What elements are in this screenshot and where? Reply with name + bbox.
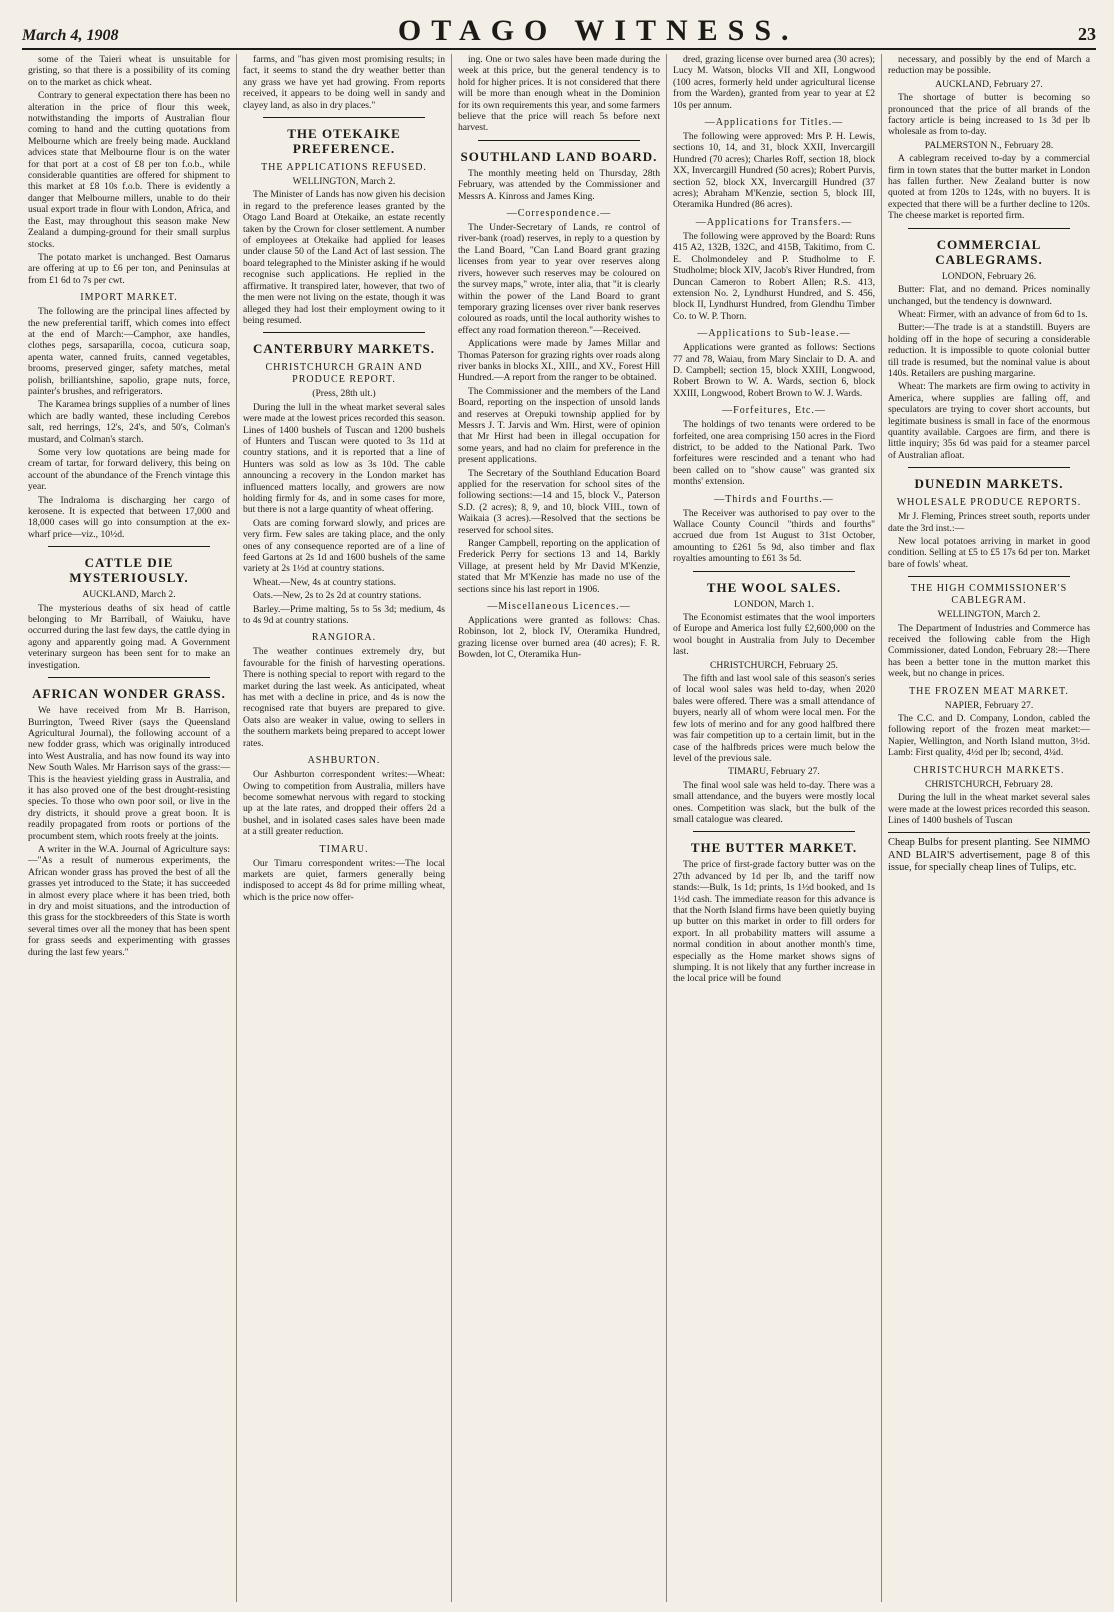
article-paragraph: The fifth and last wool sale of this season's series of local wool sales was held to-day, when 2020 bales were offered. There was a small attendance of buyers, nearly all of whom were local men. For the few lots of merino and for any good halfbred there was fair competition up to a certain limit, but in the case of the halfbreds prices were much below the level of the previous sale.	[673, 673, 875, 764]
article-paragraph: The holdings of two tenants were ordered to be forfeited, one area comprising 150 acres in the Fiord district, to be added to the National Park. Two forfeitures were rescinded and a tenant who had been called on to "show cause" was granted six months' extension.	[673, 419, 875, 488]
article-paragraph: The following were approved: Mrs P. H. Lewis, sections 10, 14, and 31, block XXII, Invercargill Hundred (70 acres); Charles Roff, section 18, block XX, Invercargill Hundred (50 acres); Robert Purvis, section 52, block XX, Invercargill Hundred (37 acres); Abraham M'Kenzie, section 5, block III, Oteramika Hundred (86 acres).	[673, 131, 875, 211]
article-paragraph: The price of first-grade factory butter was on the 27th advanced by 1d per lb, and the tariff now stands:—Bulk, 1s 1d; prints, 1s 1½d booked, and 1s 1½d cash. The immediate reason for this advance is that the North Island firms have been quietly buying up butter on this market in order to fill orders for export. In all probability matters will assume a normal condition in about another month's time, especially as the Home market shows signs of slumping. It is not likely that any further increase in the local price will be found	[673, 859, 875, 985]
article-paragraph: The Karamea brings supplies of a number of lines which are badly wanted, these including Cerebos salt, red herrings, 12's, 24's, and 50's, Colman's mustard, and Colman's starch.	[28, 399, 230, 445]
article-paragraph: Applications were granted as follows: Sections 77 and 78, Waiau, from Mary Sinclair to D. A. and D. Campbell; section 15, block XXIII, Longwood, Robert Brown to W. A. Wards, section 6, block XXIII, Longwood, Robert Brown to W. J. Wards.	[673, 342, 875, 399]
dateline: AUCKLAND, March 2.	[82, 589, 176, 601]
article-paragraph: Butter:—The trade is at a standstill. Buyers are holding off in the hope of securing a considerable reduction. It is impossible to quote colonial butter till trade is resumed, but the nominal value is about 140s. Retailers are pushing margarine.	[888, 322, 1090, 379]
subheading: —Applications for Transfers.—	[695, 216, 853, 228]
article-paragraph: Some very low quotations are being made for cream of tartar, for forward delivery, this being on account of the abundance of the French vintage this year.	[28, 447, 230, 493]
headline: DUNEDIN MARKETS.	[914, 476, 1064, 492]
subheading: —Thirds and Fourths.—	[714, 493, 834, 505]
article-paragraph: During the lull in the wheat market several sales were made at the lowest prices recorded this season. Lines of 1400 bushels of Tuscan and 1200 bushels of Hunters and Tuscan were quoted to 3s 11d at country stations, and it is reported that a line of Hunters was sold as low as 3s 10d. The cable announcing a recovery in the London market has influenced matters locally, and growers are now holding firmly for 4s, and in some cases for more, but there is not a large quantity of wheat offering.	[243, 401, 445, 516]
headline: THE OTEKAIKE PREFERENCE.	[287, 126, 401, 157]
divider	[263, 332, 425, 333]
column-1	[22, 54, 237, 1602]
dateline: LONDON, February 26.	[941, 270, 1037, 282]
subheading: —Correspondence.—	[506, 208, 612, 220]
subheading: THE FROZEN MEAT MARKET.	[909, 685, 1069, 697]
headline: AFRICAN WONDER GRASS.	[32, 686, 226, 702]
article-paragraph: The following are the principal lines affected by the new preferential tariff, which comes into effect at the end of March:—Camphor, axe handles, clothes pegs, sarsaparilla, cocoa, cuticura soap, apenta water, canned fruits, canned vegetables, brooms, preserved ginger, safety matches, metal polish, brilliantshine, sapolio, grape nuts, force, painter's brushes, and refrigerators.	[28, 306, 230, 397]
subheading: THE HIGH COMMISSIONER'S CABLEGRAM.	[910, 583, 1068, 607]
article-paragraph: The Commissioner and the members of the Land Board, reporting on the inspection of unsold lands and reserves at Orepuki township applied for by Messrs J. T. Jarvis and Wm. Hirst, were of opinion that Mr Hirst had been in illegal occupation for some years, and had no claim for preference in the present applications.	[458, 385, 660, 466]
article-paragraph: ing. One or two sales have been made during the week at this price, but the general tendency is to hold for higher prices. It is not considered that there will be more than enough wheat in the Dominion for its own requirements this year, and some farmers believe that the price will reach 5s before next harvest.	[458, 54, 660, 134]
headline: COMMERCIAL CABLEGRAMS.	[935, 236, 1043, 267]
article-paragraph: The shortage of butter is becoming so pronounced that the price of all brands of the factory article is being increased to 1s 3d per lb wholesale as from to-day.	[888, 92, 1090, 138]
article-paragraph: The monthly meeting held on Thursday, 28th February, was attended by the Commissioner and Messrs A. Kinross and James King.	[458, 167, 660, 202]
article-paragraph: Wheat: The markets are firm owing to activity in America, where supplies are falling off, and speculators are trying to cover short accounts, but legitimate business is small in face of the enormous quantity available. Cargoes are firm, and there is little inquiry; 35s 6d was paid for a steamer parcel of Australian afloat.	[888, 381, 1090, 461]
article-paragraph: Oats.—New, 2s to 2s 2d at country stations.	[253, 590, 422, 602]
subheading: —Forfeitures, Etc.—	[722, 405, 826, 417]
article-paragraph: The Economist estimates that the wool importers of Europe and America lost fully £2,600,000 on the wool bought in Australia from July to December last.	[673, 612, 875, 658]
column-4	[667, 54, 882, 1602]
article-paragraph: Applications were granted as follows: Chas. Robinson, lot 2, block IV, Oteramika Hundred, grazing license over burned area (40 acres); F. R. Bowden, lot C, Oteramika Hun-	[458, 615, 660, 661]
article-paragraph: During the lull in the wheat market several sales were made at the lowest prices recorded this season. Lines of 1400 bushels of Tuscan	[888, 792, 1090, 826]
dateline: TIMARU, February 27.	[728, 766, 820, 778]
subheading: ASHBURTON.	[307, 755, 381, 767]
column-5	[882, 54, 1096, 1602]
divider	[908, 467, 1070, 468]
article-paragraph: Our Ashburton correspondent writes:—Wheat: Owing to competition from Australia, millers have become somewhat nervous with regard to stocking up at the late rates, and dropped their offers 2d a bushel, and in isolated cases sales have been made at a still greater reduction.	[243, 769, 445, 838]
page-number: 23	[1078, 24, 1096, 44]
subheading: —Applications for Titles.—	[704, 117, 844, 129]
article-paragraph: Contrary to general expectation there has been no alteration in the price of flour this week, notwithstanding the imports of Australian flour coming to hand and the cutting quotations from Melbourne which are freely being made. Auckland advices state that Melbourne flour is on the water for that port at a cost of £8 per ton f.o.b., while considerable quantities are offered for shipment to this market at £8 10s f.o.b. There is evidently a danger that Melbourne millers, unable to do their usual export trade in flour with London, Africa, and the East, may throughout this season make New Zealand a dumping-ground for their small surplus stocks.	[28, 90, 230, 250]
masthead	[22, 14, 1096, 50]
issue-date: March 4, 1908	[22, 27, 119, 44]
divider	[48, 677, 210, 678]
subheading: CHRISTCHURCH MARKETS.	[913, 764, 1065, 776]
dateline: NAPIER, February 27.	[944, 699, 1034, 711]
article-paragraph: The final wool sale was held to-day. There was a small attendance, and the buyers were mostly local ones. Competition was slack, but the bulk of the small catalogue was cleared.	[673, 779, 875, 825]
article-paragraph: The mysterious deaths of six head of cattle belonging to Mr Barriball, of Waiuku, have occurred during the last few days, the cattle dying in agony and apparently going mad. A Government veterinary surgeon has been sent for to make an investigation.	[28, 602, 230, 671]
article-paragraph: farms, and "has given most promising results; in fact, it seems to stand the dry weather better than any grass we have yet had growing. From reports received, it appears to be doing well in sandy and clayey land, as also in dry places."	[243, 54, 445, 111]
divider	[48, 546, 210, 547]
subheading: —Miscellaneous Licences.—	[487, 601, 631, 613]
subheading: CHRISTCHURCH GRAIN AND PRODUCE REPORT.	[265, 362, 423, 386]
article-paragraph: A cablegram received to-day by a commercial firm in town states that the butter market in London has fallen further. New Zealand butter is now quoted at from 120s to 124s, with no buyers. It is expected that there will be a further decline to 120s. The cheese market is reported firm.	[888, 153, 1090, 222]
column-2	[237, 54, 452, 1602]
article-paragraph: New local potatoes arriving in market in good condition. Selling at £5 to £5 17s 6d per ton. Market bare of fowls' wheat.	[888, 536, 1090, 570]
article-paragraph: The Receiver was authorised to pay over to the Wallace County Council "thirds and fourths" accrued due from 1st August to 31st October, amounting to £261 5s 9d, also timber and flax royalties amounting to £61 3s 5d.	[673, 507, 875, 565]
article-paragraph: A writer in the W.A. Journal of Agriculture says:—"As a result of numerous experiments, the African wonder grass has proved the best of all the grasses yet introduced to the State; it has succeeded in almost every place where it has been tried, both in dry and moist situations, and the introduction of this grass for the stockbreeders of this State is worth several times over all the money that has been spent for grass seeds and experimenting with grasses during the last few years."	[28, 843, 230, 958]
article-paragraph: Mr J. Fleming, Princes street south, reports under date the 3rd inst.:—	[888, 511, 1090, 534]
headline: CANTERBURY MARKETS.	[252, 341, 436, 357]
divider	[263, 117, 425, 118]
article-paragraph: Wheat: Firmer, with an advance of from 6d to 1s.	[898, 308, 1088, 320]
article-paragraph: The Secretary of the Southland Education Board applied for the reservation for school sites of the following sections:—14 and 15, block V., Paterson S.D. (2 acres); 8, 9, and 10, block VIII., town of Waikaia (3 acres).—Resolved that the sections be reserved for school sites.	[458, 467, 660, 536]
article-paragraph: Butter: Flat, and no demand. Prices nominally unchanged, but the tendency is downward.	[888, 284, 1090, 307]
column-3	[452, 54, 667, 1602]
article-paragraph: necessary, and possibly by the end of March a reduction may be possible.	[888, 54, 1090, 77]
article-paragraph: The Indraloma is discharging her cargo of kerosene. It is expected that between 17,000 and 18,000 cases will go into consumption at the ex-wharf price—viz., 10½d.	[28, 494, 230, 540]
article-paragraph: Barley.—Prime malting, 5s to 5s 3d; medium, 4s to 4s 9d at country stations.	[243, 603, 445, 627]
advertisement-notice: Cheap Bulbs for present planting. See NIMMO AND BLAIR'S advertisement, page 8 of this issue, for specially cheap lines of Tulips, etc.	[888, 832, 1090, 875]
subheading: TIMARU.	[319, 843, 369, 855]
article-paragraph: The Under-Secretary of Lands, re control of river-bank (road) reserves, in reply to a question by the Land Board, "Can Land Board grant grazing licenses from year to year over reserves along rivers, however such reserves may be coloured on the survey maps," wrote, inter alia, that "it is clearly within the power of the Land Board to grant temporary grazing licenses over river bank reserves coloured as roads, until the local authority wishes to effect any road formation thereon."—Received.	[458, 222, 660, 336]
dateline: CHRISTCHURCH, February 28.	[925, 778, 1053, 790]
section-heading: IMPORT MARKET.	[80, 292, 178, 304]
headline: THE WOOL SALES.	[706, 579, 842, 595]
dateline: PALMERSTON N., February 28.	[924, 139, 1054, 151]
divider	[478, 140, 640, 141]
article-paragraph: Ranger Campbell, reporting on the application of Frederick Perry for sections 13 and 14, Barkly Village, at present held by Mr David M'Kenzie, stated that Mr M'Kenzie has made no use of the sections since his last report in 1906.	[458, 538, 660, 595]
dateline: LONDON, March 1.	[734, 598, 814, 610]
newspaper-title: OTAGO WITNESS.	[397, 14, 799, 47]
article-paragraph: Wheat.—New, 4s at country stations.	[253, 576, 396, 588]
article-paragraph: The Department of Industries and Commerce has received the following cable from the High Commissioner, dated London, February 28:—There has been a better tone in the mutton market this week, but no change in prices.	[888, 622, 1090, 680]
dateline: WELLINGTON, March 2.	[292, 176, 396, 188]
headline: CATTLE DIE MYSTERIOUSLY.	[69, 555, 189, 586]
article-paragraph: some of the Taieri wheat is unsuitable for gristing, so that there is a possibility of its coming on to the market as chick wheat.	[28, 54, 230, 88]
dateline: AUCKLAND, February 27.	[935, 78, 1043, 90]
article-paragraph: Applications were made by James Millar and Thomas Paterson for grazing rights over roads along river banks in blocks XI., XIII., and XV., Forest Hill Hundred.—A report from the ranger to be obtained.	[458, 338, 660, 384]
divider	[908, 576, 1070, 577]
article-paragraph: The Minister of Lands has now given his decision in regard to the preference leases granted by the Otago Land Board at Otekaike, an estate recently taken by the Crown for closer settlement. A number of employees at Otekaike had applied for leases under clause 50 of the Land Act of last session. The board telegraphed to the Minister asking if he would recognise such applications. He replied in the affirmative. It transpired later, however, that two of the men were not living on the estate, though it was alleged they had lost their employment owing to it being resumed.	[243, 189, 445, 326]
dateline: (Press, 28th ult.)	[312, 388, 376, 400]
dateline: WELLINGTON, March 2.	[937, 609, 1041, 621]
dateline: CHRISTCHURCH, February 25.	[710, 659, 838, 671]
subheading: THE APPLICATIONS REFUSED.	[261, 162, 427, 174]
article-paragraph: The C.C. and D. Company, London, cabled the following report of the frozen meat market:—Napier, Wellington, and North Island mutton, 3½d. Lamb: First quality, 4½d per lb; second, 4¼d.	[888, 713, 1090, 759]
article-paragraph: Our Timaru correspondent writes:—The local markets are quiet, farmers generally being indisposed to accept 4s 8d for prime milling wheat, which is the price now offer-	[243, 857, 445, 903]
subheading: RANGIORA.	[311, 632, 377, 644]
divider	[693, 571, 855, 572]
headline: SOUTHLAND LAND BOARD.	[460, 148, 658, 164]
divider	[908, 228, 1070, 229]
article-paragraph: The following were approved by the Board: Runs 415 A2, 132B, 132C, and 415B, Takitimo, from C. E. Cholmondeley and P. Studholme to F. Studholme; block XIV, Jacob's River Hundred, from Duncan Cameron to Robert Allen; R.S. 413, extension No. 2, Lyndhurst Hundred, and S. 456, block II, Lyndhurst Hundred, from Glendhu Timber Co. to W. P. Thorn.	[673, 230, 875, 322]
divider	[693, 831, 855, 832]
article-paragraph: The potato market is unchanged. Best Oamarus are offering at up to £6 per ton, and Peninsulas at from £1 6d to 7s per cwt.	[28, 251, 230, 286]
columns	[22, 54, 1096, 1602]
article-paragraph: dred, grazing license over burned area (30 acres); Lucy M. Watson, blocks VII and XII, Longwood (100 acres, formerly held under agricultural license from the Warden), granted from year to year at £2 10s per annum.	[673, 54, 875, 111]
subheading: WHOLESALE PRODUCE REPORTS.	[896, 497, 1082, 509]
headline: THE BUTTER MARKET.	[690, 840, 858, 856]
article-paragraph: The weather continues extremely dry, but favourable for the finish of harvesting operations. There is nothing special to report with regard to the market during the last week. As anticipated, wheat has met with a decline in price, and 4s is now the recognised rate that buyers are prepared to give. Oats also are weaker in value, owing to sellers in the southern markets being prepared to accept lower rates.	[243, 646, 445, 749]
article-paragraph: We have received from Mr B. Harrison, Burrington, Tweed River (says the Queensland Agricultural Journal), the following account of a new fodder grass, which was originally introduced into West Australia, and has now found its way into New South Wales. Mr Harrison says of the grass:—This is the heaviest yielding grass in Australia, and it has also proved one of the best drought-resisting species. To those who own poor soil, or live in the dry districts, it should prove a great boon. It is readily propagated from roots or portions of the procumbent stem, which roots freely at the joints.	[28, 705, 230, 842]
subheading: —Applications to Sub-lease.—	[697, 328, 851, 340]
article-paragraph: Oats are coming forward slowly, and prices are very firm. Few sales are taking place, and the only ones of any consequence reported are of a line of feed Gartons at 2s 1d and 1600 bushels of the same variety at 2s 1½d at country stations.	[243, 517, 445, 575]
